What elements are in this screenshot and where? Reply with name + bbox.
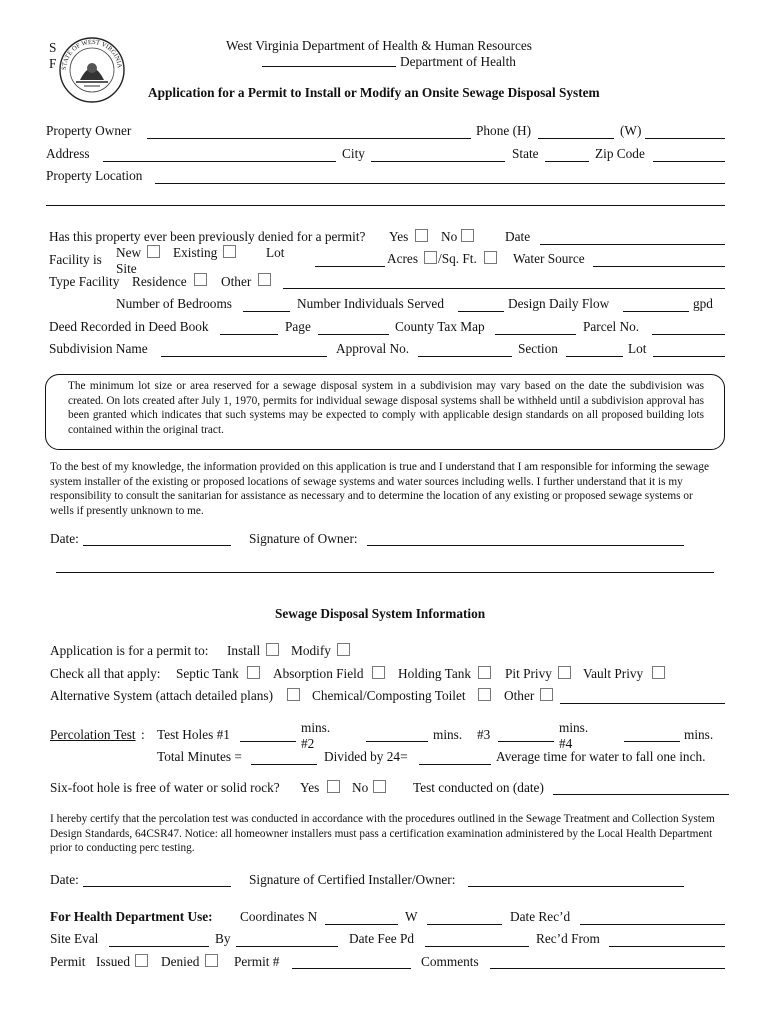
phone-h-field[interactable] [538, 138, 614, 139]
coordinates-n-label: Coordinates N [240, 909, 318, 924]
state-seal-icon [58, 36, 126, 104]
system-other-checkbox[interactable] [540, 688, 553, 701]
deed-page-label: Page [285, 319, 311, 334]
modify-checkbox[interactable] [337, 643, 350, 656]
sqft-checkbox[interactable] [484, 251, 497, 264]
recd-from-field[interactable] [609, 946, 725, 947]
issued-checkbox[interactable] [135, 954, 148, 967]
by-field[interactable] [236, 946, 338, 947]
bedrooms-label: Number of Bedrooms [116, 296, 232, 311]
denied-label: Denied [161, 954, 200, 969]
section-divider [56, 572, 714, 573]
approval-field[interactable] [418, 356, 512, 357]
hole1-field[interactable] [240, 741, 296, 742]
cert-date-field[interactable] [83, 545, 231, 546]
deed-book-field[interactable] [220, 334, 278, 335]
permit-no-field[interactable] [292, 968, 411, 969]
absorption-field-checkbox[interactable] [372, 666, 385, 679]
test-conducted-field[interactable] [553, 794, 729, 795]
city-field[interactable] [371, 161, 505, 162]
lot-label: Lot [266, 245, 285, 260]
existing-checkbox[interactable] [223, 245, 236, 258]
alternative-checkbox[interactable] [287, 688, 300, 701]
hole4-field[interactable] [624, 741, 680, 742]
residence-checkbox[interactable] [194, 273, 207, 286]
section-label: Section [518, 341, 558, 356]
permit-no-label: Permit # [234, 954, 280, 969]
water-source-field[interactable] [593, 266, 725, 267]
state-field[interactable] [545, 161, 589, 162]
phone-w-label: (W) [620, 123, 642, 138]
site-eval-field[interactable] [109, 946, 209, 947]
page-title: Application for a Permit to Install or Modify an Onsite Sewage Disposal System [148, 85, 600, 100]
hole1-mins-wrap [301, 720, 331, 751]
date-recd-field[interactable] [580, 924, 725, 925]
new-site-wrap [116, 245, 142, 276]
hole4-cut-label: #4 [559, 736, 573, 751]
system-other-field[interactable] [560, 703, 725, 704]
subdivision-label: Subdivision Name [49, 341, 148, 356]
denied-date-label: Date [505, 229, 531, 244]
property-owner-label: Property Owner [46, 123, 132, 138]
address-field[interactable] [103, 161, 336, 162]
date-recd-label: Date Rec’d [510, 909, 571, 924]
deed-book-label: Deed Recorded in Deed Book [49, 319, 209, 334]
zip-label: Zip Code [595, 146, 645, 161]
six-foot-no-label: No [352, 780, 369, 795]
type-other-checkbox[interactable] [258, 273, 271, 286]
seal-partial-s: S [49, 40, 57, 55]
six-foot-no-checkbox[interactable] [373, 780, 386, 793]
total-minutes-label: Total Minutes = [157, 749, 242, 764]
residence-label: Residence [132, 274, 187, 289]
installer-certification-text: I hereby certify that the percolation test was conducted in accordance with the procedures outlined in the Sewage Treatment and Collection System Design Standards, 64CSR47. Notice: all homeowner installers must pass a certification examination administered by the Local Health Department prior to conducting perc testing. [50, 813, 715, 855]
dept-line-2: Department of Health [400, 54, 516, 69]
recd-from-label: Rec’d From [536, 931, 600, 946]
permit-for-label: Application is for a permit to: [50, 643, 209, 658]
hole4-mins-label: mins. [684, 727, 714, 742]
design-flow-label: Design Daily Flow [508, 296, 610, 311]
section-field[interactable] [566, 356, 623, 357]
denied-yes-checkbox[interactable] [415, 229, 428, 242]
divided-label: Divided by 24= [324, 749, 408, 764]
six-foot-label: Six-foot hole is free of water or solid rock? [50, 780, 280, 795]
parcel-label: Parcel No. [583, 319, 640, 334]
installer-signature-label: Signature of Certified Installer/Owner: [249, 872, 456, 887]
divided-field[interactable] [419, 764, 491, 765]
absorption-field-label: Absorption Field [273, 666, 364, 681]
pit-privy-checkbox[interactable] [558, 666, 571, 679]
coordinates-w-field[interactable] [427, 924, 502, 925]
phone-h-label: Phone (H) [476, 123, 532, 138]
state-label: State [512, 146, 539, 161]
modify-label: Modify [291, 643, 331, 658]
alternative-label: Alternative System (attach detailed plans) [50, 688, 274, 703]
type-other-label: Other [221, 274, 252, 289]
property-location-label: Property Location [46, 168, 143, 183]
property-location-field[interactable] [155, 183, 725, 184]
pit-privy-label: Pit Privy [505, 666, 552, 681]
lot2-field[interactable] [653, 356, 725, 357]
parcel-field[interactable] [652, 334, 725, 335]
owner-signature-label: Signature of Owner: [249, 531, 358, 546]
seal-ring-text: STATE OF WEST VIRGINIA [60, 38, 123, 71]
installer-date-field[interactable] [83, 886, 231, 887]
hole2-cut-label: #2 [301, 736, 315, 751]
design-flow-field[interactable] [623, 311, 689, 312]
check-all-label: Check all that apply: [50, 666, 161, 681]
holding-tank-label: Holding Tank [398, 666, 472, 681]
coordinates-n-field[interactable] [325, 924, 398, 925]
property-location-field-2[interactable] [46, 205, 725, 206]
dept-line-1: West Virginia Department of Health & Human Resources [226, 38, 532, 53]
address-label: Address [46, 146, 90, 161]
type-other-field[interactable] [283, 288, 725, 289]
certification-text: To the best of my knowledge, the information provided on this application is true and I understand that I am responsible for informing the sewage system installer of the existing or proposed locations of sewage systems and water sources including wells. I further understand that it is my responsibility to consult the sanitarian for assistance as necessary and to determine the location of any existing or proposed sewage systems or wells if presently unknown to me. [50, 461, 709, 517]
denied-no-checkbox[interactable] [461, 229, 474, 242]
install-checkbox[interactable] [266, 643, 279, 656]
existing-label: Existing [173, 245, 218, 260]
acres-checkbox[interactable] [424, 251, 437, 264]
septic-tank-checkbox[interactable] [247, 666, 260, 679]
installer-date-label: Date: [50, 872, 79, 887]
chemical-label: Chemical/Composting Toilet [312, 688, 466, 703]
system-heading: Sewage Disposal System Information [275, 606, 486, 621]
type-facility-label: Type Facility [49, 274, 120, 289]
total-minutes-field[interactable] [251, 764, 317, 765]
six-foot-yes-label: Yes [300, 780, 320, 795]
comments-field[interactable] [490, 968, 725, 969]
new-site-checkbox[interactable] [147, 245, 160, 258]
hole3-mins-wrap [559, 720, 589, 751]
approval-label: Approval No. [336, 341, 410, 356]
bedrooms-field[interactable] [243, 311, 290, 312]
county-map-label: County Tax Map [395, 319, 485, 334]
lot2-label: Lot [628, 341, 647, 356]
holding-tank-checkbox[interactable] [478, 666, 491, 679]
vault-privy-checkbox[interactable] [652, 666, 665, 679]
coordinates-w-label: W [405, 909, 418, 924]
install-label: Install [227, 643, 261, 658]
hole2-field[interactable] [366, 741, 428, 742]
cert-date-label: Date: [50, 531, 79, 546]
property-owner-field[interactable] [147, 138, 471, 139]
water-source-label: Water Source [513, 251, 585, 266]
acres-label: Acres [387, 251, 419, 266]
deed-page-field[interactable] [318, 334, 389, 335]
issued-label: Issued [96, 954, 130, 969]
septic-tank-label: Septic Tank [176, 666, 239, 681]
perc-test-label: Percolation Test [50, 727, 136, 742]
permit-label: Permit [50, 954, 86, 969]
denied-date-field[interactable] [540, 244, 725, 245]
facility-is-label: Facility is [49, 252, 102, 267]
hole1-mins-label: mins. [301, 720, 331, 735]
new-site-cut: Site [116, 261, 137, 276]
chemical-checkbox[interactable] [478, 688, 491, 701]
hole3-mins-label: mins. [559, 720, 589, 735]
date-fee-field[interactable] [425, 946, 529, 947]
system-other-label: Other [504, 688, 535, 703]
hole2-mins-label: mins. [433, 727, 463, 742]
owner-signature-field[interactable] [367, 545, 684, 546]
phone-w-field[interactable] [645, 138, 725, 139]
individuals-field[interactable] [458, 311, 504, 312]
zip-field[interactable] [653, 161, 725, 162]
comments-label: Comments [421, 954, 479, 969]
dept-blank-line [262, 66, 396, 67]
average-time-label: Average time for water to fall one inch. [496, 749, 706, 764]
hole3-field[interactable] [498, 741, 554, 742]
lot-size-field[interactable] [315, 266, 385, 267]
vault-privy-label: Vault Privy [583, 666, 644, 681]
denied-yes-label: Yes [389, 229, 409, 244]
six-foot-yes-checkbox[interactable] [327, 780, 340, 793]
perc-test-colon: : [141, 727, 145, 742]
gpd-label: gpd [693, 296, 713, 311]
subdivision-field[interactable] [161, 356, 327, 357]
by-label: By [215, 931, 231, 946]
site-eval-label: Site Eval [50, 931, 99, 946]
county-map-field[interactable] [495, 334, 576, 335]
denied-no-label: No [441, 229, 458, 244]
hole3-label: #3 [477, 727, 491, 742]
new-site-label: New [116, 245, 142, 260]
denied-checkbox[interactable] [205, 954, 218, 967]
denied-question: Has this property ever been previously denied for a permit? [49, 229, 366, 244]
date-fee-label: Date Fee Pd [349, 931, 414, 946]
test-holes-label: Test Holes #1 [157, 727, 230, 742]
notice-text: The minimum lot size or area reserved for a sewage disposal system in a subdivision may vary based on the date the subdivision was created. On lots created after July 1, 1970, permits for individual sewage disposal systems shall be withheld until a subdivision approval has been granted which indicates that such systems may be expected to comply with applicable design standards on all proposed building lots contained within the original tract. [68, 380, 704, 436]
seal-partial-r: F [49, 56, 57, 71]
installer-signature-field[interactable] [468, 886, 684, 887]
test-conducted-label: Test conducted on (date) [413, 780, 544, 795]
health-dept-heading: For Health Department Use: [50, 909, 213, 924]
city-label: City [342, 146, 365, 161]
individuals-label: Number Individuals Served [297, 296, 444, 311]
sqft-label: /Sq. Ft. [438, 251, 477, 266]
